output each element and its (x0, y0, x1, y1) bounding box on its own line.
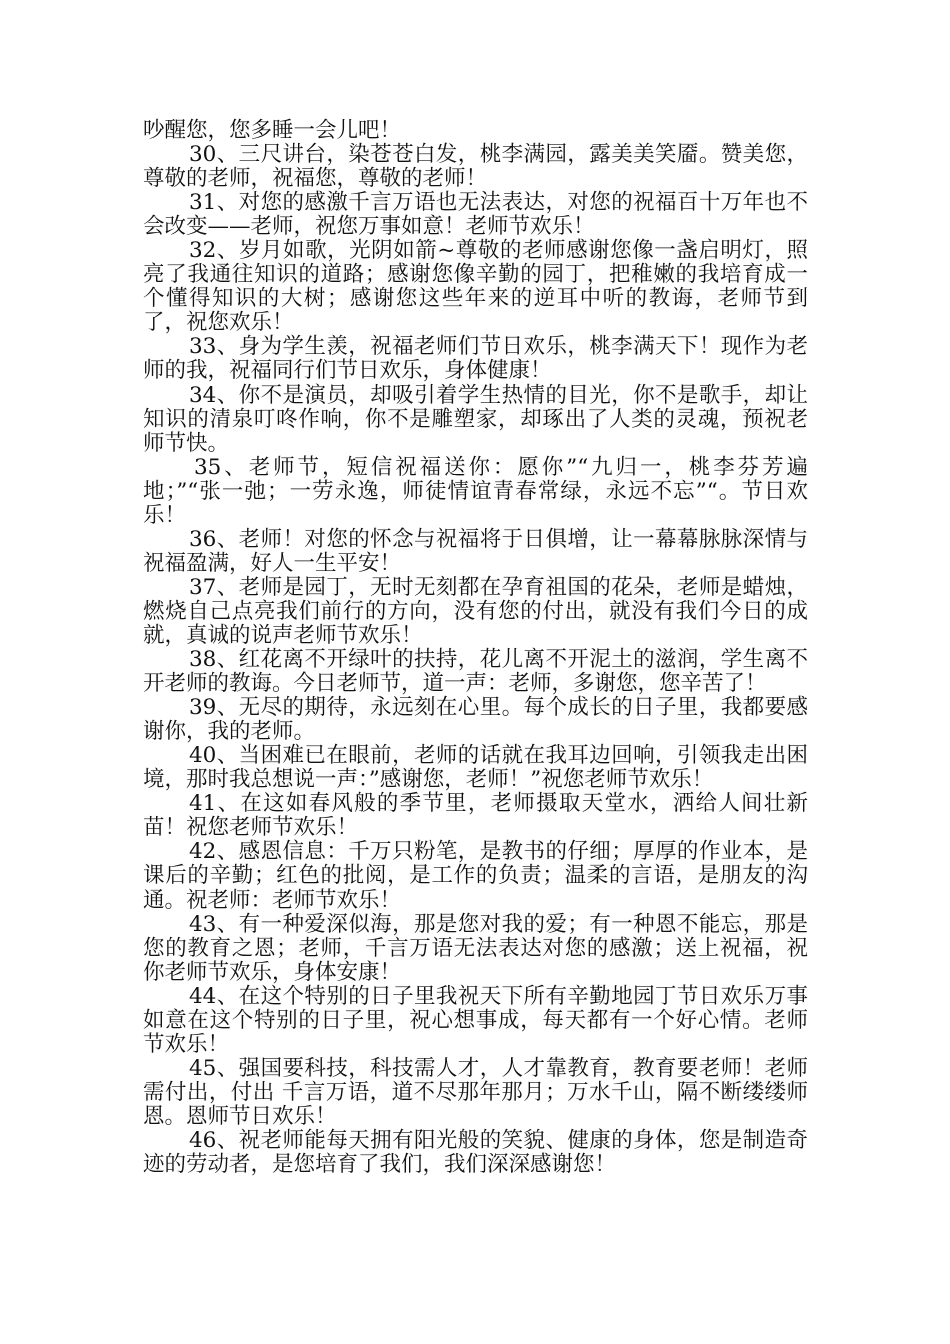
paragraph: 39、无尽的期待，永远刻在心里。每个成长的日子里，我都要感谢你，我的老师。 (143, 695, 808, 745)
paragraph: 36、老师！对您的怀念与祝福将于日俱增，让一幕幕脉脉深情与祝福盈满，好人一生平安！ (143, 526, 808, 576)
paragraph: 32、岁月如歌，光阴如箭~尊敬的老师感谢您像一盏启明灯，照亮了我通往知识的道路；感谢您像辛勤的园丁，把稚嫩的我培育成一个懂得知识的大树；感谢您这些年来的逆耳中听的教诲，老师节到了，祝您欢乐！ (143, 238, 808, 336)
paragraph: 30、三尺讲台，染苍苍白发，桃李满园，露美美笑靥。赞美您，尊敬的老师，祝福您，尊敬的老师！ (143, 142, 808, 192)
paragraph: 44、在这个特别的日子里我祝天下所有辛勤地园丁节日欢乐万事如意在这个特别的日子里，祝心想事成，每天都有一个好心情。老师节欢乐！ (143, 983, 808, 1057)
paragraph: 46、祝老师能每天拥有阳光般的笑貌、健康的身体，您是制造奇迹的劳动者，是您培育了我们，我们深深感谢您！ (143, 1127, 808, 1178)
paragraph: 43、有一种爱深似海，那是您对我的爱；有一种恩不能忘，那是您的教育之恩；老师，千言万语无法表达对您的感激；送上祝福，祝你老师节欢乐，身体安康！ (143, 911, 808, 985)
paragraph: 34、你不是演员，却吸引着学生热情的目光，你不是歌手，却让知识的清泉叮咚作响，你不是雕塑家，却琢出了人类的灵魂，预祝老师节快。 (143, 382, 808, 456)
paragraph: 42、感恩信息：千万只粉笔，是教书的仔细；厚厚的作业本，是课后的辛勤；红色的批阅，是工作的负责；温柔的言语，是朋友的沟通。祝老师：老师节欢乐！ (143, 839, 808, 913)
document-body (143, 119, 808, 1177)
paragraph: 35、老师节，短信祝福送你：愿你”“九归一，桃李芬芳遍地；”“张一弛；一劳永逸，师徒情谊青春常绿，永远不忘”“。节日欢乐！ (143, 454, 808, 528)
paragraph: 40、当困难已在眼前，老师的话就在我耳边回响，引领我走出困境，那时我总想说一声：”感谢您，老师！”祝您老师节欢乐！ (143, 743, 808, 793)
paragraph: 33、身为学生羡，祝福老师们节日欢乐，桃李满天下！现作为老师的我，祝福同行们节日欢乐，身体健康！ (143, 334, 808, 384)
paragraph: 41、在这如春风般的季节里，老师摄取天堂水，洒给人间壮新苗！祝您老师节欢乐！ (143, 791, 808, 841)
paragraph: 45、强国要科技，科技需人才，人才靠教育，教育要老师！老师需付出，付出 千言万语，道不尽那年那月；万水千山，隔不断缕缕师恩。恩师节日欢乐！ (143, 1055, 808, 1129)
paragraph: 31、对您的感激千言万语也无法表达，对您的祝福百十万年也不会改变——老师，祝您万事如意！老师节欢乐！ (143, 190, 808, 240)
paragraph: 吵醒您，您多睡一会儿吧！ (143, 118, 402, 143)
paragraph: 38、红花离不开绿叶的扶持，花儿离不开泥土的滋润，学生离不开老师的教诲。今日老师节，道一声：老师，多谢您，您辛苦了！ (143, 647, 808, 697)
paragraph: 37、老师是园丁，无时无刻都在孕育祖国的花朵，老师是蜡烛，燃烧自己点亮我们前行的方向，没有您的付出，就没有我们今日的成就，真诚的说声老师节欢乐！ (143, 574, 808, 648)
